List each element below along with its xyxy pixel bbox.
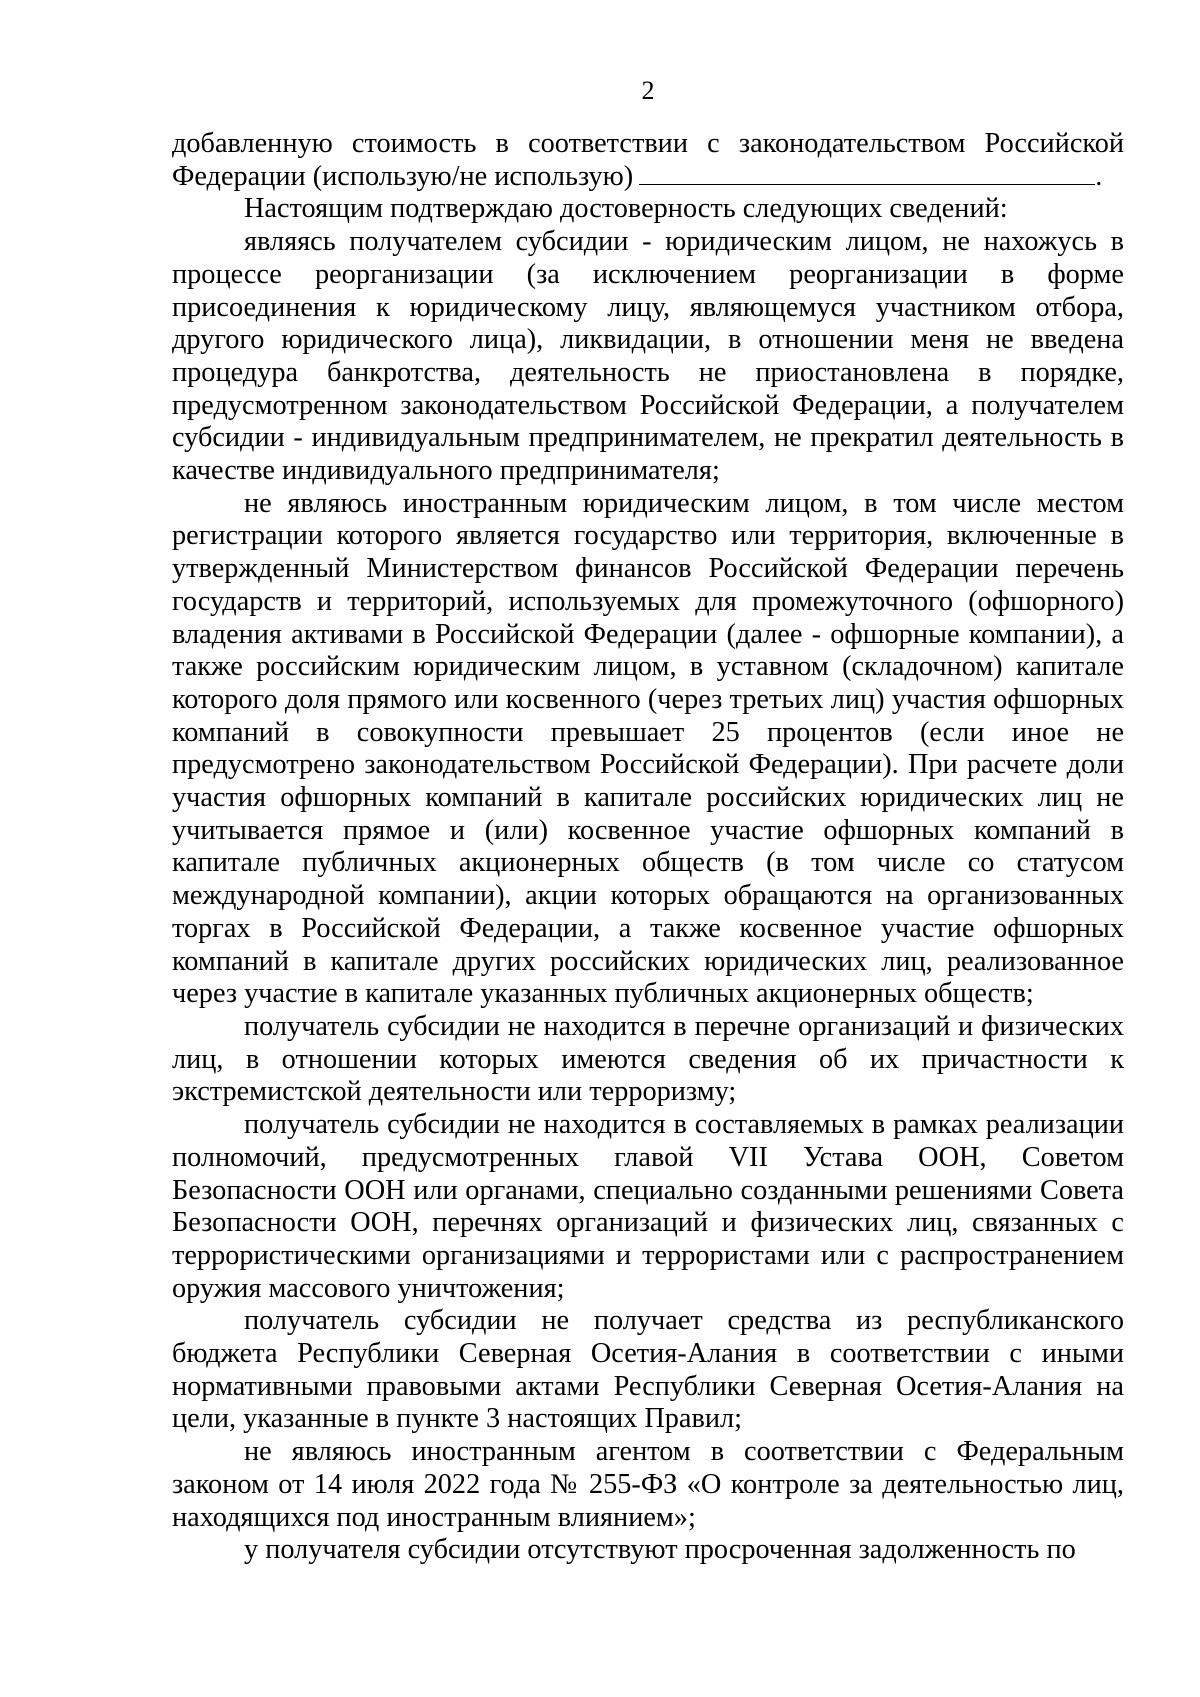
document-body — [172, 128, 1124, 1567]
paragraph-offshore: не являюсь иностранным юридическим лицом, в том числе местом регистрации которого является государство или территория, включенные в утвержденный Министерством финансов Российской Федерации перечень государств и территорий, используемых для промежуточного (офшорного) владения активами в Российской Федерации (далее - офшорные компании), а также российским юридическим лицом, в уставном (складочном) капитале которого доля прямого или косвенного (через третьих лиц) участия офшорных компаний в совокупности превышает 25 процентов (если иное не предусмотрено законодательством Российской Федерации). При расчете доли участия офшорных компаний в капитале российских юридических лиц не учитывается прямое и (или) косвенное участие офшорных компаний в капитале публичных акционерных обществ (в том числе со статусом международной компании), акции которых обращаются на организованных торгах в Российской Федерации, а также косвенное участие офшорных компаний в капитале других российских юридических лиц, реализованное через участие в капитале указанных публичных акционерных обществ; — [172, 487, 1124, 1010]
paragraph-foreign-agent: не являюсь иностранным агентом в соответствии с Федеральным законом от 14 июля 2022 года № 255-ФЗ «О контроле за деятельностью лиц, находящихся под иностранным влиянием»; — [172, 1436, 1124, 1533]
paragraph-vat-status — [172, 128, 1124, 193]
paragraph-reorganization: являясь получателем субсидии - юридическим лицом, не нахожусь в процессе реорганизации (за исключением реорганизации в форме присоединения к юридическому лицу, являющемуся участником отбора, другого юридического лица), ликвидации, в отношении меня не введена процедура банкротства, деятельность не приостановлена в порядке, предусмотренном законодательством Российской Федерации, а получателем субсидии - индивидуальным предпринимателем, не прекратил деятельность в качестве индивидуального предпринимателя; — [172, 226, 1124, 487]
paragraph-confirmation-intro: Настоящим подтверждаю достоверность следующих сведений: — [244, 193, 1008, 225]
paragraph-extremism: получатель субсидии не находится в перечне организаций и физических лиц, в отношении которых имеются сведения об их причастности к экстремистской деятельности или терроризму; — [172, 1010, 1124, 1108]
vat-status-period: . — [1095, 160, 1103, 192]
page-number: 2 — [641, 76, 655, 105]
vat-status-blank-field[interactable] — [639, 162, 1095, 185]
paragraph-overdue-debt: у получателя субсидии отсутствуют просроченная задолженность по — [244, 1534, 1076, 1566]
paragraph-un-lists: получатель субсидии не находится в составляемых в рамках реализации полномочий, предусмотренных главой VII Устава ООН, Советом Безопасности ООН или органами, специально созданными решениями Совета Безопасности ООН, перечнях организаций и физических лиц, связанных с террористическими организациями и террористами или с распространением оружия массового уничтожения; — [172, 1109, 1124, 1304]
vat-status-text: добавленную стоимость в соответствии с законодательством Российской Федерации (использую/не использую) — [172, 128, 1124, 192]
document-page — [172, 0, 1124, 1697]
paragraph-other-funding: получатель субсидии не получает средства из республиканского бюджета Республики Северная Осетия-Алания в соответствии с иными нормативными правовыми актами Республики Северная Осетия-Алания на цели, указанные в пункте 3 настоящих Правил; — [172, 1305, 1124, 1435]
